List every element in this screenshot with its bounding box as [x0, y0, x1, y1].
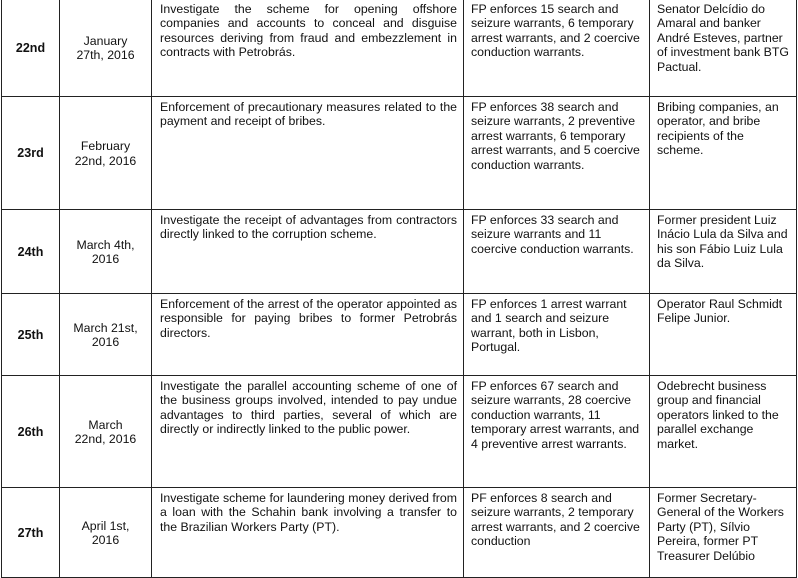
phase-cell: 24th — [2, 210, 60, 294]
date-line: 2016 — [91, 533, 120, 547]
operations-cell: FP enforces 67 search and seizure warrants, 28 coercive conduction warrants, 11 temporary arrest warrants, and 4 preventive arrest warrants. — [464, 376, 650, 488]
date-line: April 1st, — [81, 518, 130, 533]
date-cell — [60, 210, 152, 294]
table-row — [2, 376, 797, 488]
date-line: January — [83, 33, 128, 48]
date-line: March 4th, — [76, 237, 135, 252]
date-line: 27th, 2016 — [76, 48, 135, 62]
objective-cell: Investigate scheme for laundering money derived from a loan with the Schahin bank involving a transfer to the Brazilian Workers Party (PT). — [152, 488, 464, 578]
table-row — [2, 0, 797, 97]
date-cell — [60, 376, 152, 488]
targets-cell: Odebrecht business group and financial operators linked to the parallel exchange market. — [650, 376, 797, 488]
date-line: March 21st, — [73, 320, 138, 335]
targets-text: Former Secretary-General of the Workers Party (PT), Sílvio Pereira, former PT Treasurer Delúbio — [657, 491, 784, 563]
targets-cell: Operator Raul Schmidt Felipe Junior. — [650, 294, 797, 376]
phase-cell: 22nd — [2, 0, 60, 97]
targets-cell: Bribing companies, an operator, and bribe recipients of the scheme. — [650, 97, 797, 210]
date-line: 22nd, 2016 — [74, 153, 137, 168]
objective-cell: Enforcement of precautionary measures related to the payment and receipt of bribes. — [152, 97, 464, 210]
operations-cell — [464, 488, 650, 578]
date-cell — [60, 0, 152, 97]
date-line: March — [88, 417, 123, 432]
objective-cell: Enforcement of the arrest of the operator appointed as responsible for paying bribes to former Petrobrás directors. — [152, 294, 464, 376]
targets-cell — [650, 488, 797, 578]
table-row — [2, 210, 797, 294]
objective-cell: Investigate the scheme for opening offshore companies and accounts to conceal and disguise resources deriving from fraud and embezzlement in contracts with Petrobrás. — [152, 0, 464, 97]
phase-cell: 25th — [2, 294, 60, 376]
phase-cell: 26th — [2, 376, 60, 488]
operations-cell: FP enforces 15 search and seizure warrants, 6 temporary arrest warrants, and 2 coercive conduction warrants. — [464, 0, 650, 97]
operation-phases-table — [1, 0, 797, 578]
date-line: 22nd, 2016 — [74, 432, 137, 446]
operations-text: PF enforces 8 search and seizure warrants, 2 temporary arrest warrants, and 2 coercive conduction — [471, 491, 640, 549]
phase-cell: 23rd — [2, 97, 60, 210]
objective-cell: Investigate the receipt of advantages from contractors directly linked to the corruption scheme. — [152, 210, 464, 294]
date-line: 2016 — [91, 252, 120, 266]
table-row — [2, 97, 797, 210]
operations-cell: FP enforces 38 search and seizure warrants, 2 preventive arrest warrants, 6 temporary arrest warrants, and 5 coercive conduction warrants. — [464, 97, 650, 210]
phase-cell: 27th — [2, 488, 60, 578]
operations-cell: FP enforces 33 search and seizure warrants and 11 coercive conduction warrants. — [464, 210, 650, 294]
operations-cell: FP enforces 1 arrest warrant and 1 search and seizure warrant, both in Lisbon, Portugal. — [464, 294, 650, 376]
date-line: 2016 — [91, 335, 120, 349]
date-cell — [60, 488, 152, 578]
date-cell — [60, 294, 152, 376]
date-line: February — [80, 139, 131, 154]
targets-cell: Senator Delcídio do Amaral and banker André Esteves, partner of investment bank BTG Pactual. — [650, 0, 797, 97]
table-row — [2, 294, 797, 376]
objective-cell: Investigate the parallel accounting scheme of one of the business groups involved, intended to pay undue advantages to third parties, several of which are directly or indirectly linked to the public power. — [152, 376, 464, 488]
table-row — [2, 488, 797, 578]
targets-cell: Former president Luiz Inácio Lula da Silva and his son Fábio Luiz Lula da Silva. — [650, 210, 797, 294]
date-cell — [60, 97, 152, 210]
